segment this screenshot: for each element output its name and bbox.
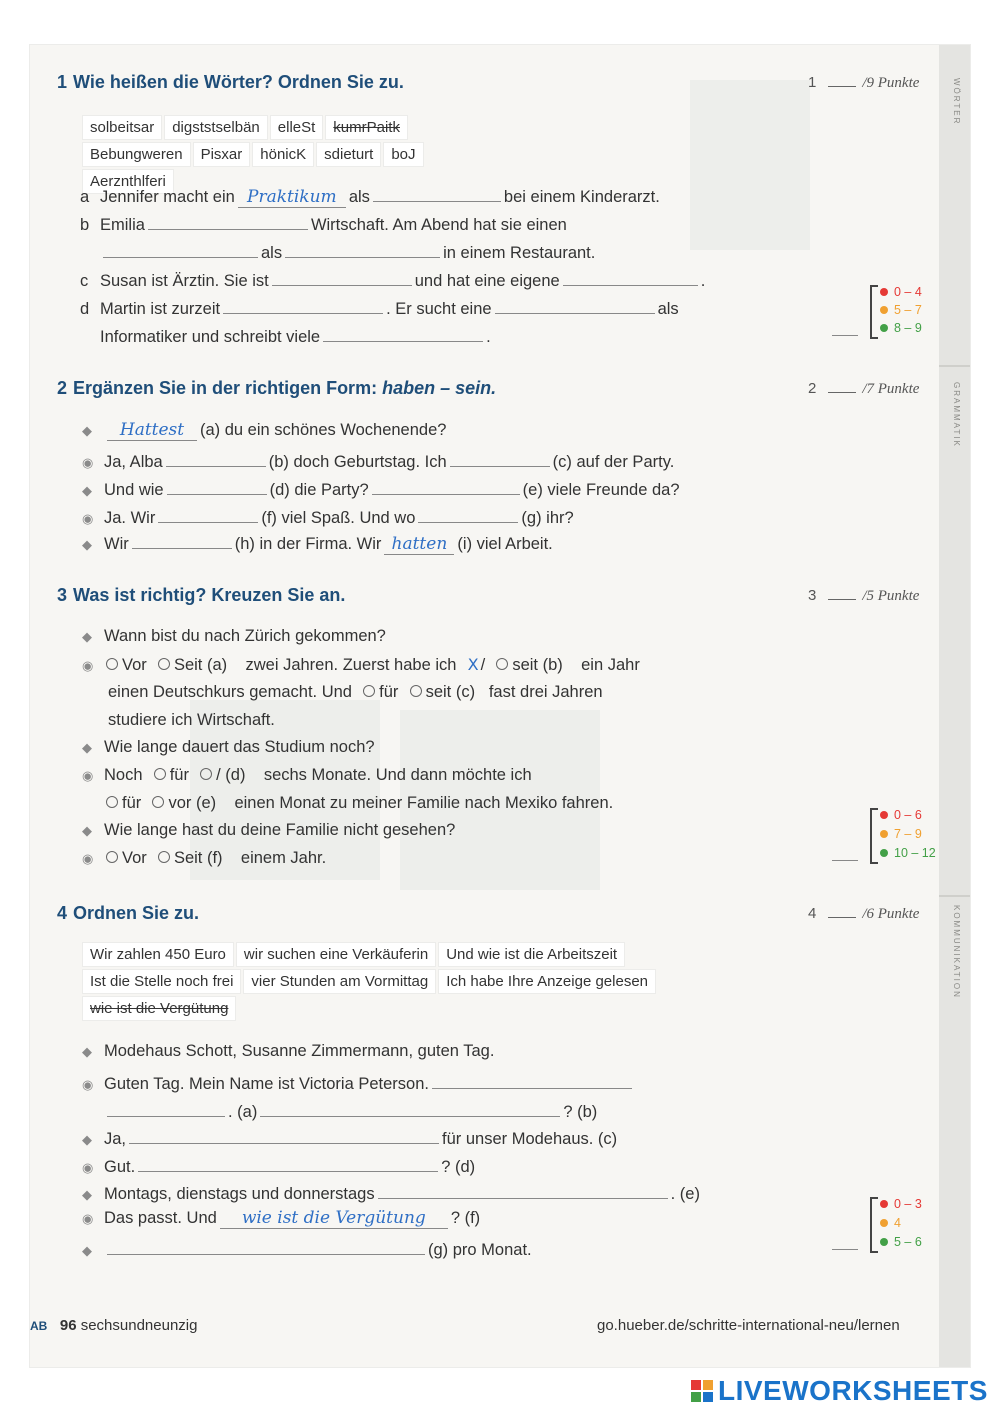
s4-line-6: ◆ Montags, dienstags und donnerstags . (e): [82, 1180, 700, 1204]
s4-line-2: ◉ Guten Tag. Mein Name ist Victoria Peterson.: [82, 1070, 635, 1094]
word-chip[interactable]: boJ: [383, 142, 423, 167]
s4-line-4: ◆ Ja, für unser Modehaus. (c): [82, 1125, 617, 1149]
answer-field[interactable]: [223, 295, 383, 314]
answer-field-1a[interactable]: Praktikum: [238, 187, 346, 208]
s3-answer-1-cont: einen Deutschkurs gemacht. Und für seit (c) fast drei Jahren: [108, 683, 603, 701]
section-3-title: 3 Was ist richtig? Kreuzen Sie an.: [57, 585, 346, 605]
answer-field[interactable]: [260, 1098, 560, 1117]
s3-answer-1-end: studiere ich Wirtschaft.: [108, 711, 275, 729]
answer-field[interactable]: [418, 504, 518, 523]
answer-field[interactable]: [148, 211, 308, 230]
answer-field[interactable]: [495, 295, 655, 314]
word-chip[interactable]: solbeitsar: [82, 115, 162, 140]
section-3-score: 3 /5 Punkte: [808, 587, 920, 604]
answer-field[interactable]: [158, 504, 258, 523]
answer-field[interactable]: [373, 183, 501, 202]
radio-option[interactable]: [106, 851, 118, 863]
section-2-title: 2 Ergänzen Sie in der richtigen Form: haben – sein.: [57, 378, 497, 398]
section-1-title: 1 Wie heißen die Wörter? Ordnen Sie zu.: [57, 72, 404, 92]
sidebar-label-kommunikation: KOMMUNIKATION: [952, 905, 961, 999]
answer-field-4f[interactable]: wie ist die Vergütung: [220, 1208, 448, 1229]
answer-field[interactable]: [323, 323, 483, 342]
s3-answer-2-cont: für vor (e) einen Monat zu meiner Familie nach Mexiko fahren.: [104, 794, 613, 813]
s3-question-2: ◆ Wie lange dauert das Studium noch?: [82, 738, 375, 756]
liveworksheets-icon: [690, 1379, 714, 1403]
section-2-score: 2 /7 Punkte: [808, 380, 920, 397]
answer-field[interactable]: [450, 448, 550, 467]
answer-field[interactable]: [132, 530, 232, 549]
s3-question-1: ◆ Wann bist du nach Zürich gekommen?: [82, 627, 386, 645]
phrase-chip[interactable]: Ist die Stelle noch frei: [82, 969, 241, 994]
section-4-title: 4 Ordnen Sie zu.: [57, 903, 200, 923]
answer-field-2a[interactable]: Hattest: [107, 420, 197, 441]
word-chip[interactable]: sdieturt: [316, 142, 381, 167]
s1-item-d-cont: Informatiker und schreibt viele .: [100, 323, 491, 347]
answer-field[interactable]: [167, 476, 267, 495]
word-chip-used[interactable]: kumrPaitk: [325, 115, 408, 140]
sidebar-label-woerter: WÖRTER: [952, 78, 961, 126]
phrase-chip[interactable]: vier Stunden am Vormittag: [243, 969, 436, 994]
s4-line-1: ◆ Modehaus Schott, Susanne Zimmermann, guten Tag.: [82, 1042, 495, 1060]
s2-line-1: ◆ Hattest (a) du ein schönes Wochenende?: [82, 420, 447, 440]
sidebar-label-grammatik: GRAMMATIK: [952, 382, 961, 448]
liveworksheets-logo: LIVEWORKSHEETS: [690, 1375, 988, 1407]
word-chip[interactable]: Aerznthlferi: [82, 169, 174, 194]
s2-line-3: ◆ Und wie (d) die Party? (e) viele Freunde da?: [82, 476, 680, 500]
answer-field[interactable]: [378, 1180, 668, 1199]
radio-option[interactable]: [106, 796, 118, 808]
radio-option[interactable]: [496, 658, 508, 670]
s2-line-5: ◆ Wir (h) in der Firma. Wir hatten (i) viel Arbeit.: [82, 530, 553, 555]
s1-item-a: a Jennifer macht ein Praktikum als bei einem Kinderarzt.: [80, 183, 660, 208]
s1-item-b-cont: als in einem Restaurant.: [100, 239, 595, 263]
s3-answer-2: ◉ Noch für / (d) sechs Monate. Und dann möchte ich: [82, 766, 532, 784]
background-image-ghost: [690, 80, 810, 250]
radio-option[interactable]: [152, 796, 164, 808]
s4-line-5: ◉ Gut. ? (d): [82, 1153, 475, 1177]
phrase-chip-used[interactable]: wie ist die Vergütung: [82, 996, 236, 1021]
s1-item-d: d Martin ist zurzeit . Er sucht eine als: [80, 295, 679, 319]
answer-field[interactable]: [563, 267, 698, 286]
answer-field-2i[interactable]: hatten: [384, 534, 454, 555]
answer-field[interactable]: [138, 1153, 438, 1172]
answer-field[interactable]: [372, 476, 520, 495]
word-chip[interactable]: Bebungweren: [82, 142, 191, 167]
footer-url[interactable]: go.hueber.de/schritte-international-neu/lernen: [597, 1317, 900, 1334]
word-chip[interactable]: Pisxar: [193, 142, 251, 167]
word-chip[interactable]: hönicK: [252, 142, 314, 167]
s3-question-3: ◆ Wie lange hast du deine Familie nicht gesehen?: [82, 821, 456, 839]
radio-option[interactable]: [410, 685, 422, 697]
radio-option[interactable]: [363, 685, 375, 697]
s3-answer-1: ◉ Vor Seit (a) zwei Jahren. Zuerst habe ich X / seit (b) ein Jahr: [82, 655, 640, 674]
phrase-chip[interactable]: Und wie ist die Arbeitszeit: [438, 942, 625, 967]
answer-field[interactable]: [285, 239, 440, 258]
sidebar-strip: [939, 45, 970, 1367]
answer-field[interactable]: [129, 1125, 439, 1144]
s1-item-c: c Susan ist Ärztin. Sie ist und hat eine eigene .: [80, 267, 705, 291]
answer-field[interactable]: [272, 267, 412, 286]
radio-option[interactable]: [106, 658, 118, 670]
answer-field[interactable]: [107, 1098, 225, 1117]
s4-line-8: ◆ (g) pro Monat.: [82, 1236, 532, 1260]
radio-option[interactable]: [200, 768, 212, 780]
s4-line-3: . (a) ? (b): [104, 1098, 597, 1122]
s1-item-b: b Emilia Wirtschaft. Am Abend hat sie einen: [80, 211, 567, 235]
radio-option[interactable]: [154, 768, 166, 780]
word-chip[interactable]: digststselbän: [164, 115, 268, 140]
section-1-score: 1 /9 Punkte: [808, 74, 920, 91]
radio-option[interactable]: [158, 658, 170, 670]
phrase-box-4: [82, 942, 742, 1021]
s4-line-7: ◉ Das passt. Und wie ist die Vergütung ? (f): [82, 1208, 481, 1228]
checked-option[interactable]: X: [467, 655, 479, 674]
radio-option[interactable]: [158, 851, 170, 863]
phrase-chip[interactable]: Ich habe Ihre Anzeige gelesen: [438, 969, 656, 994]
answer-field[interactable]: [166, 448, 266, 467]
s3-answer-3: ◉ Vor Seit (f) einem Jahr.: [82, 849, 327, 867]
answer-field[interactable]: [107, 1236, 425, 1255]
word-chip[interactable]: elleSt: [270, 115, 324, 140]
page-number: AB 96 sechsundneunzig: [30, 1317, 198, 1334]
answer-field[interactable]: [103, 239, 258, 258]
phrase-chip[interactable]: wir suchen eine Verkäuferin: [236, 942, 436, 967]
answer-field[interactable]: [432, 1070, 632, 1089]
s2-line-2: ◉ Ja, Alba (b) doch Geburtstag. Ich (c) auf der Party.: [82, 448, 674, 472]
section-4-score: 4 /6 Punkte: [808, 905, 920, 922]
phrase-chip[interactable]: Wir zahlen 450 Euro: [82, 942, 234, 967]
s2-line-4: ◉ Ja. Wir (f) viel Spaß. Und wo (g) ihr?: [82, 504, 574, 528]
